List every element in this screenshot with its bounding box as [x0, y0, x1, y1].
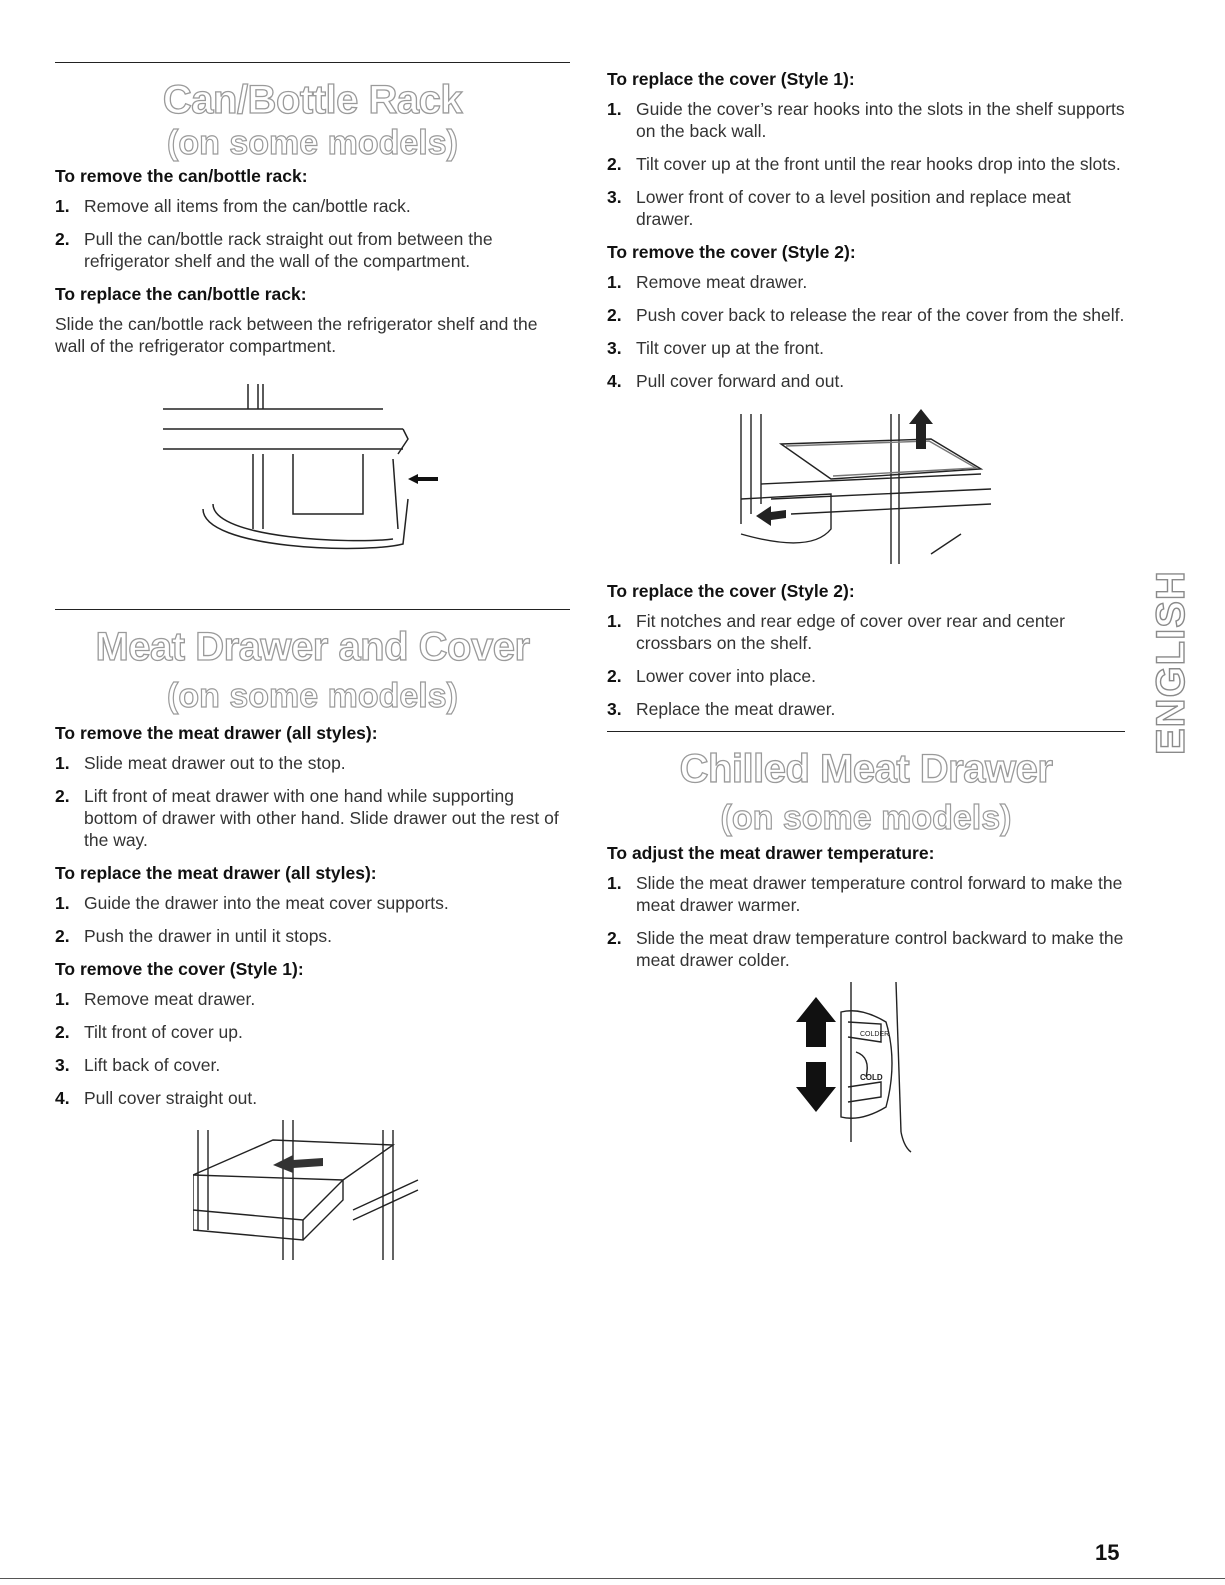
page-number: 15: [1095, 1540, 1120, 1565]
section-subtitle-meat-drawer: (on some models): [167, 677, 458, 715]
list-item: 1. Remove all items from the can/bottle rack.: [55, 196, 411, 216]
arrow-up-icon: [909, 409, 933, 449]
replace-meat-drawer-steps: [55, 892, 570, 947]
list-item: 2. Slide the meat draw temperature control backward to make the meat drawer colder.: [607, 928, 1124, 970]
colder-label: COLDER: [860, 1031, 890, 1038]
remove-meat-drawer-heading: To remove the meat drawer (all styles):: [55, 723, 378, 743]
replace-cover-style2-steps: [607, 610, 1125, 720]
remove-cover-style2-steps: [607, 271, 1125, 392]
section-subtitle-can-bottle: (on some models): [167, 124, 458, 162]
list-item: 4. Pull cover forward and out.: [607, 371, 845, 391]
arrow-left-icon: [756, 506, 786, 526]
replace-cover-style2-heading: To replace the cover (Style 2):: [607, 581, 855, 601]
temperature-control-illustration: [786, 982, 946, 1157]
list-item: 3. Replace the meat drawer.: [607, 699, 836, 719]
list-item: 3. Tilt cover up at the front.: [607, 338, 825, 358]
adjust-temperature-heading: To adjust the meat drawer temperature:: [607, 843, 935, 863]
list-item: 2. Lift front of meat drawer with one hand while supporting bottom of drawer with other hand. Slide drawer out the rest of the way.: [55, 786, 559, 850]
section-divider: [55, 609, 570, 610]
list-item: 1. Guide the cover’s rear hooks into the slots in the shelf supports on the back wall.: [607, 99, 1125, 141]
list-item: 2. Pull the can/bottle rack straight out from between the refrigerator shelf and the wall of the compartment.: [55, 229, 493, 271]
section-title-chilled-meat: Chilled Meat Drawer: [679, 747, 1053, 791]
replace-cover-style1-steps: [607, 98, 1125, 230]
list-item: 1. Slide meat drawer out to the stop.: [55, 753, 346, 773]
cover-style2-illustration: [731, 404, 1001, 574]
bottom-divider: [0, 1578, 1225, 1579]
arrow-down-icon: [796, 1062, 836, 1112]
remove-can-bottle-steps: [55, 195, 570, 272]
left-column: [55, 62, 570, 1270]
list-item: 2. Tilt cover up at the front until the rear hooks drop into the slots.: [607, 154, 1121, 174]
list-item: 1. Remove meat drawer.: [607, 272, 808, 292]
section-divider: [607, 731, 1125, 732]
remove-cover-style1-steps: [55, 988, 570, 1109]
remove-cover-style1-heading: To remove the cover (Style 1):: [55, 959, 304, 979]
can-bottle-rack-illustration: [163, 379, 463, 579]
adjust-temperature-steps: [607, 872, 1125, 971]
list-item: 2. Push cover back to release the rear of the cover from the shelf.: [607, 305, 1125, 325]
remove-can-bottle-heading: To remove the can/bottle rack:: [55, 166, 308, 186]
list-item: 1. Remove meat drawer.: [55, 989, 256, 1009]
replace-can-bottle-heading: To replace the can/bottle rack:: [55, 284, 307, 304]
list-item: 3. Lower front of cover to a level position and replace meat drawer.: [607, 187, 1071, 229]
section-subtitle-chilled-meat: (on some models): [720, 799, 1012, 837]
arrow-left-icon: [273, 1155, 323, 1173]
list-item: 2. Push the drawer in until it stops.: [55, 926, 333, 946]
replace-cover-style1-heading: To replace the cover (Style 1):: [607, 69, 855, 89]
replace-meat-drawer-heading: To replace the meat drawer (all styles):: [55, 863, 377, 883]
list-item: 4. Pull cover straight out.: [55, 1088, 258, 1108]
arrow-left-icon: [408, 474, 438, 484]
section-title-can-bottle: Can/Bottle Rack: [162, 78, 463, 122]
right-column: [607, 62, 1125, 1157]
list-item: 1. Fit notches and rear edge of cover over rear and center crossbars on the shelf.: [607, 611, 1065, 653]
list-item: 1. Slide the meat drawer temperature control forward to make the meat drawer warmer.: [607, 873, 1123, 915]
remove-meat-drawer-steps: [55, 752, 570, 851]
list-item: 1. Guide the drawer into the meat cover supports.: [55, 893, 449, 913]
list-item: 3. Lift back of cover.: [55, 1055, 221, 1075]
list-item: 2. Lower cover into place.: [607, 666, 816, 686]
section-divider: [55, 62, 570, 63]
replace-can-bottle-text: Slide the can/bottle rack between the refrigerator shelf and the wall of the refrigerator compartment.: [55, 314, 538, 356]
arrow-up-icon: [796, 997, 836, 1047]
list-item: 2. Tilt front of cover up.: [55, 1022, 243, 1042]
section-title-meat-drawer: Meat Drawer and Cover: [95, 625, 530, 669]
meat-drawer-illustration: [193, 1120, 433, 1270]
remove-cover-style2-heading: To remove the cover (Style 2):: [607, 242, 856, 262]
language-side-tab: ENGLISH: [1149, 570, 1193, 756]
cold-label: COLD: [860, 1073, 883, 1082]
